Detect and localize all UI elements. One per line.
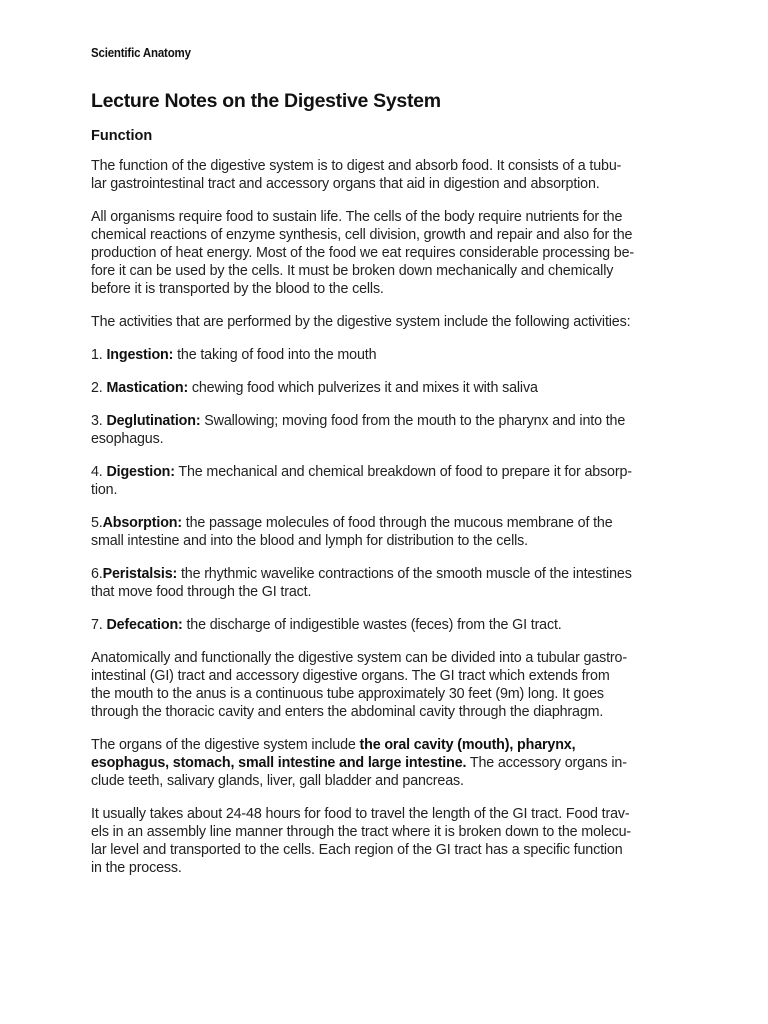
activity-number: 6. (91, 566, 103, 582)
activity-item (91, 514, 680, 550)
intro-paragraph-1: The function of the digestive system is to digest and absorb food. It consists of a tubu- lar gastrointestinal tract and accessory organs that aid in digestion and absorption. (91, 158, 622, 192)
activity-term: Defecation: (106, 617, 183, 633)
anatomy-paragraph: Anatomically and functionally the digestive system can be divided into a tubular gastro- intestinal (GI) tract and accessory digestive organs. The GI tract which extends from the mouth to the anus is a continuous tube approximately 30 feet (9m) long. It goes through the thoracic cavity and enters the abdominal cavity through the diaphragm. (91, 650, 627, 720)
activity-description: The mechanical and chemical breakdown of food to prepare it for absorp- tion. (91, 464, 632, 498)
running-header: Scientific Anatomy (91, 46, 191, 60)
activity-term: Peristalsis: (102, 566, 178, 582)
activity-number: 7. (91, 617, 107, 633)
organs-list: the oral cavity (mouth), pharynx, esophagus, stomach, small intestine and large intestine. (91, 737, 576, 771)
activity-item (91, 565, 680, 601)
activity-term: Deglutination: (106, 413, 201, 429)
activity-description: the passage molecules of food through the mucous membrane of the small intestine and into the blood and lymph for distribution to the cells. (91, 515, 613, 549)
activity-number: 2. (91, 380, 107, 396)
activity-description: the rhythmic wavelike contractions of the smooth muscle of the intestines that move food through the GI tract. (91, 566, 632, 600)
timing-paragraph: It usually takes about 24-48 hours for food to travel the length of the GI tract. Food trav- els in an assembly line manner through the tract where it is broken down to the molecu- lar level and transported to the cells. Each region of the GI tract has a specific function in the process. (91, 806, 632, 876)
activity-description: the discharge of indigestible wastes (feces) from the GI tract. (182, 617, 562, 633)
organs-paragraph (91, 736, 680, 790)
activity-item (91, 463, 680, 499)
activity-term: Digestion: (106, 464, 175, 480)
organs-text-before: The organs of the digestive system include (91, 737, 360, 753)
activity-number: 1. (91, 347, 107, 363)
activity-term: Ingestion: (106, 347, 174, 363)
activity-description: Swallowing; moving food from the mouth to the pharynx and into the esophagus. (91, 413, 626, 447)
page-title: Lecture Notes on the Digestive System (91, 90, 441, 112)
activity-number: 3. (91, 413, 107, 429)
activity-item (91, 379, 680, 397)
activity-item (91, 616, 680, 634)
organs-text-after: The accessory organs in- clude teeth, salivary glands, liver, gall bladder and pancreas. (91, 755, 627, 789)
activity-term: Mastication: (106, 380, 189, 396)
intro-paragraph-3: The activities that are performed by the digestive system include the following activities: (91, 314, 631, 330)
activity-item (91, 346, 680, 364)
activity-description: chewing food which pulverizes it and mixes it with saliva (188, 380, 538, 396)
activity-description: the taking of food into the mouth (173, 347, 377, 363)
activity-item (91, 412, 680, 448)
section-title: Function (91, 128, 153, 144)
activity-number: 4. (91, 464, 107, 480)
activity-term: Absorption: (102, 515, 182, 531)
activity-number: 5. (91, 515, 103, 531)
intro-paragraph-2: All organisms require food to sustain life. The cells of the body require nutrients for the chemical reactions of enzyme synthesis, cell division, growth and repair and also for the production of heat energy. Most of the food we eat requires considerable processing be- fore it can be used by the cells. It must be broken down mechanically and chemically before it is transported by the blood to the cells. (91, 209, 635, 297)
